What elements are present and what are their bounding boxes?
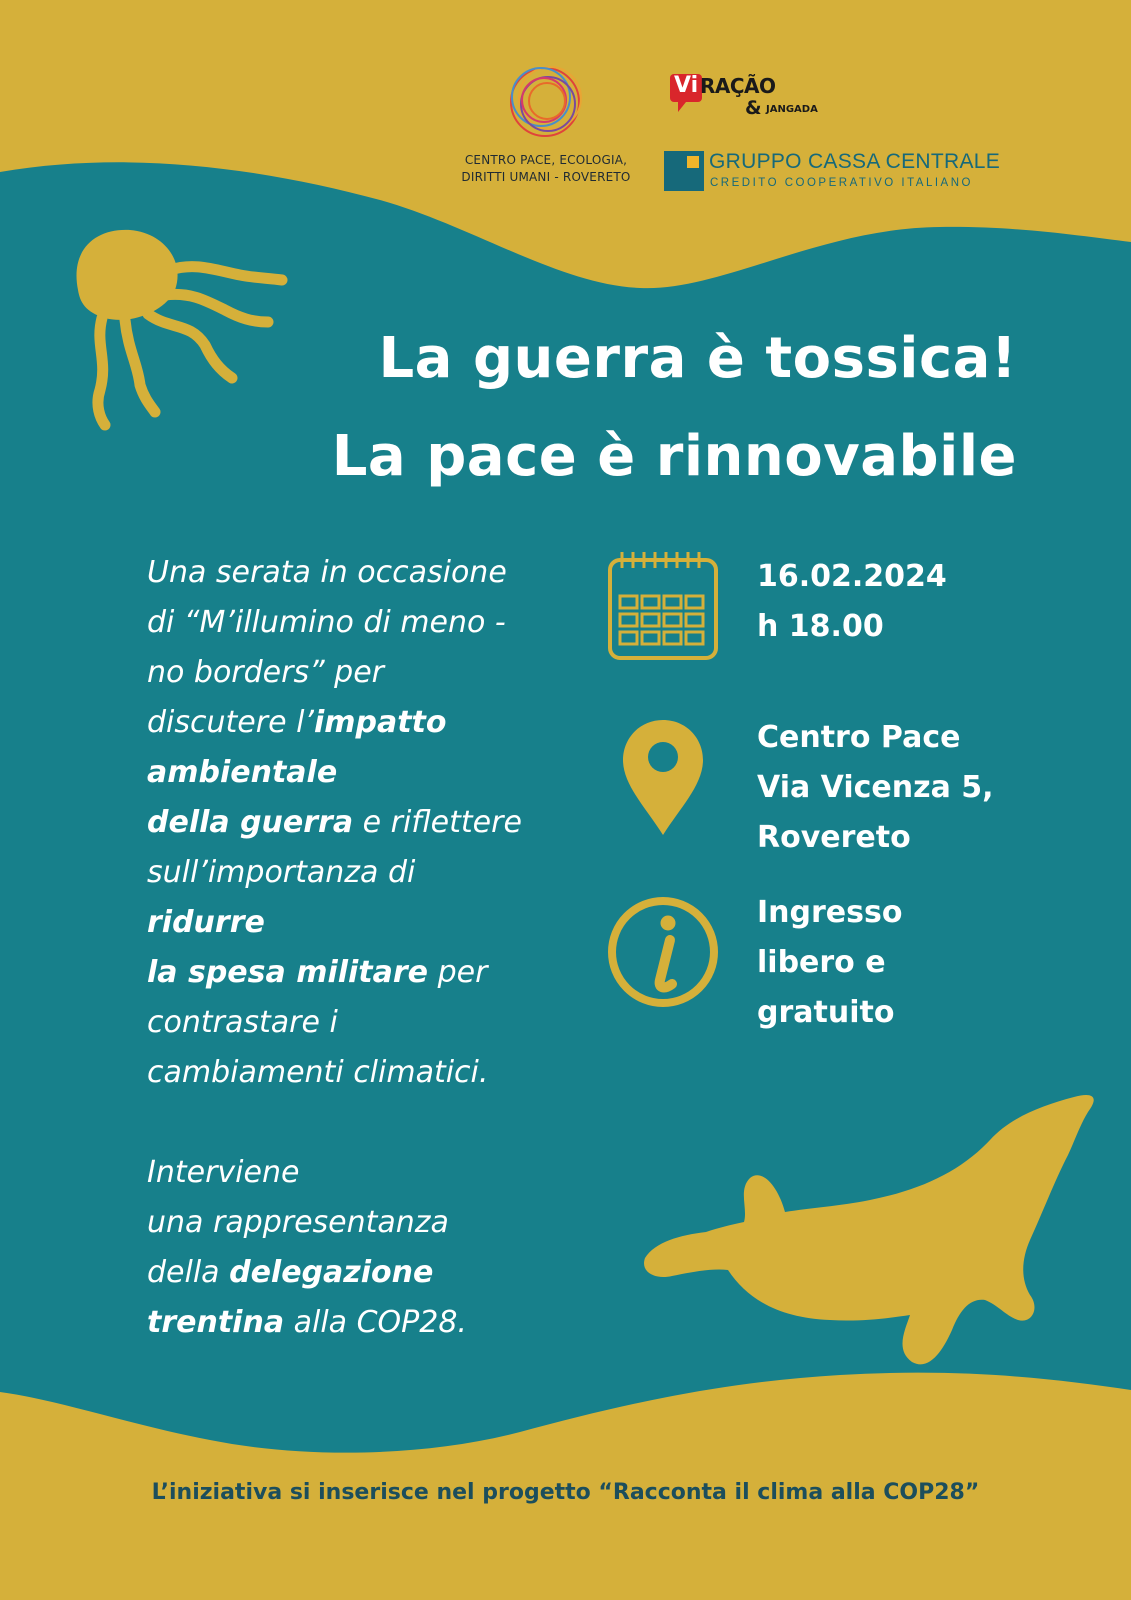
footer-note: L’iniziativa si inserisce nel progetto “Racconta il clima alla COP28” — [151, 1480, 980, 1505]
viracao-logo-ampersand: & — [745, 97, 762, 119]
description-line: discutere l’impatto — [147, 705, 447, 740]
event-description — [147, 548, 547, 1348]
entry-line-3: gratuito — [757, 995, 895, 1030]
description-line: una rappresentanza — [147, 1205, 449, 1240]
description-line: no borders” per — [147, 655, 385, 690]
description-line: Interviene — [147, 1155, 300, 1190]
event-city: Rovereto — [757, 820, 911, 855]
description-line: trentina alla COP28. — [147, 1305, 467, 1340]
description-line: della guerra e riflettere — [147, 805, 522, 840]
description-line: la spesa militare per — [147, 955, 488, 990]
headline-line-2: La pace è rinnovabile — [331, 424, 1017, 489]
viracao-logo-jangada: JANGADA — [766, 104, 818, 115]
centro-pace-line-2: DIRITTI UMANI - ROVERETO — [461, 170, 631, 184]
description-line: della delegazione — [147, 1255, 434, 1290]
cassa-centrale-subtitle: CREDITO COOPERATIVO ITALIANO — [710, 177, 973, 189]
cassa-centrale-title: GRUPPO CASSA CENTRALE — [709, 150, 1001, 173]
viracao-logo-name: RAÇÃO — [700, 74, 776, 98]
description-line: ambientale — [147, 755, 338, 790]
headline-line-1: La guerra è tossica! — [378, 326, 1017, 391]
entry-line-1: Ingresso — [757, 895, 903, 930]
description-line: ridurre — [147, 905, 265, 940]
viracao-logo-icon — [670, 70, 840, 130]
event-location — [757, 713, 994, 863]
event-date: 16.02.2024 — [757, 559, 947, 594]
event-time: h 18.00 — [757, 609, 884, 644]
viracao-logo-v: Vi — [674, 73, 699, 98]
description-line: Una serata in occasione — [147, 555, 507, 590]
centro-pace-logo-text — [460, 152, 632, 186]
event-place: Centro Pace — [757, 720, 961, 755]
event-date-time — [757, 552, 947, 652]
centro-pace-line-1: CENTRO PACE, ECOLOGIA, — [464, 153, 628, 167]
description-line: cambiamenti climatici. — [147, 1055, 489, 1090]
cassa-centrale-logo-icon — [664, 151, 704, 191]
entry-line-2: libero e — [757, 945, 886, 980]
event-address: Via Vicenza 5, — [757, 770, 994, 805]
description-line: sull’importanza di — [147, 855, 416, 890]
event-entry — [757, 888, 902, 1038]
description-line: di “M’illumino di meno - — [147, 605, 506, 640]
description-line: contrastare i — [147, 1005, 338, 1040]
